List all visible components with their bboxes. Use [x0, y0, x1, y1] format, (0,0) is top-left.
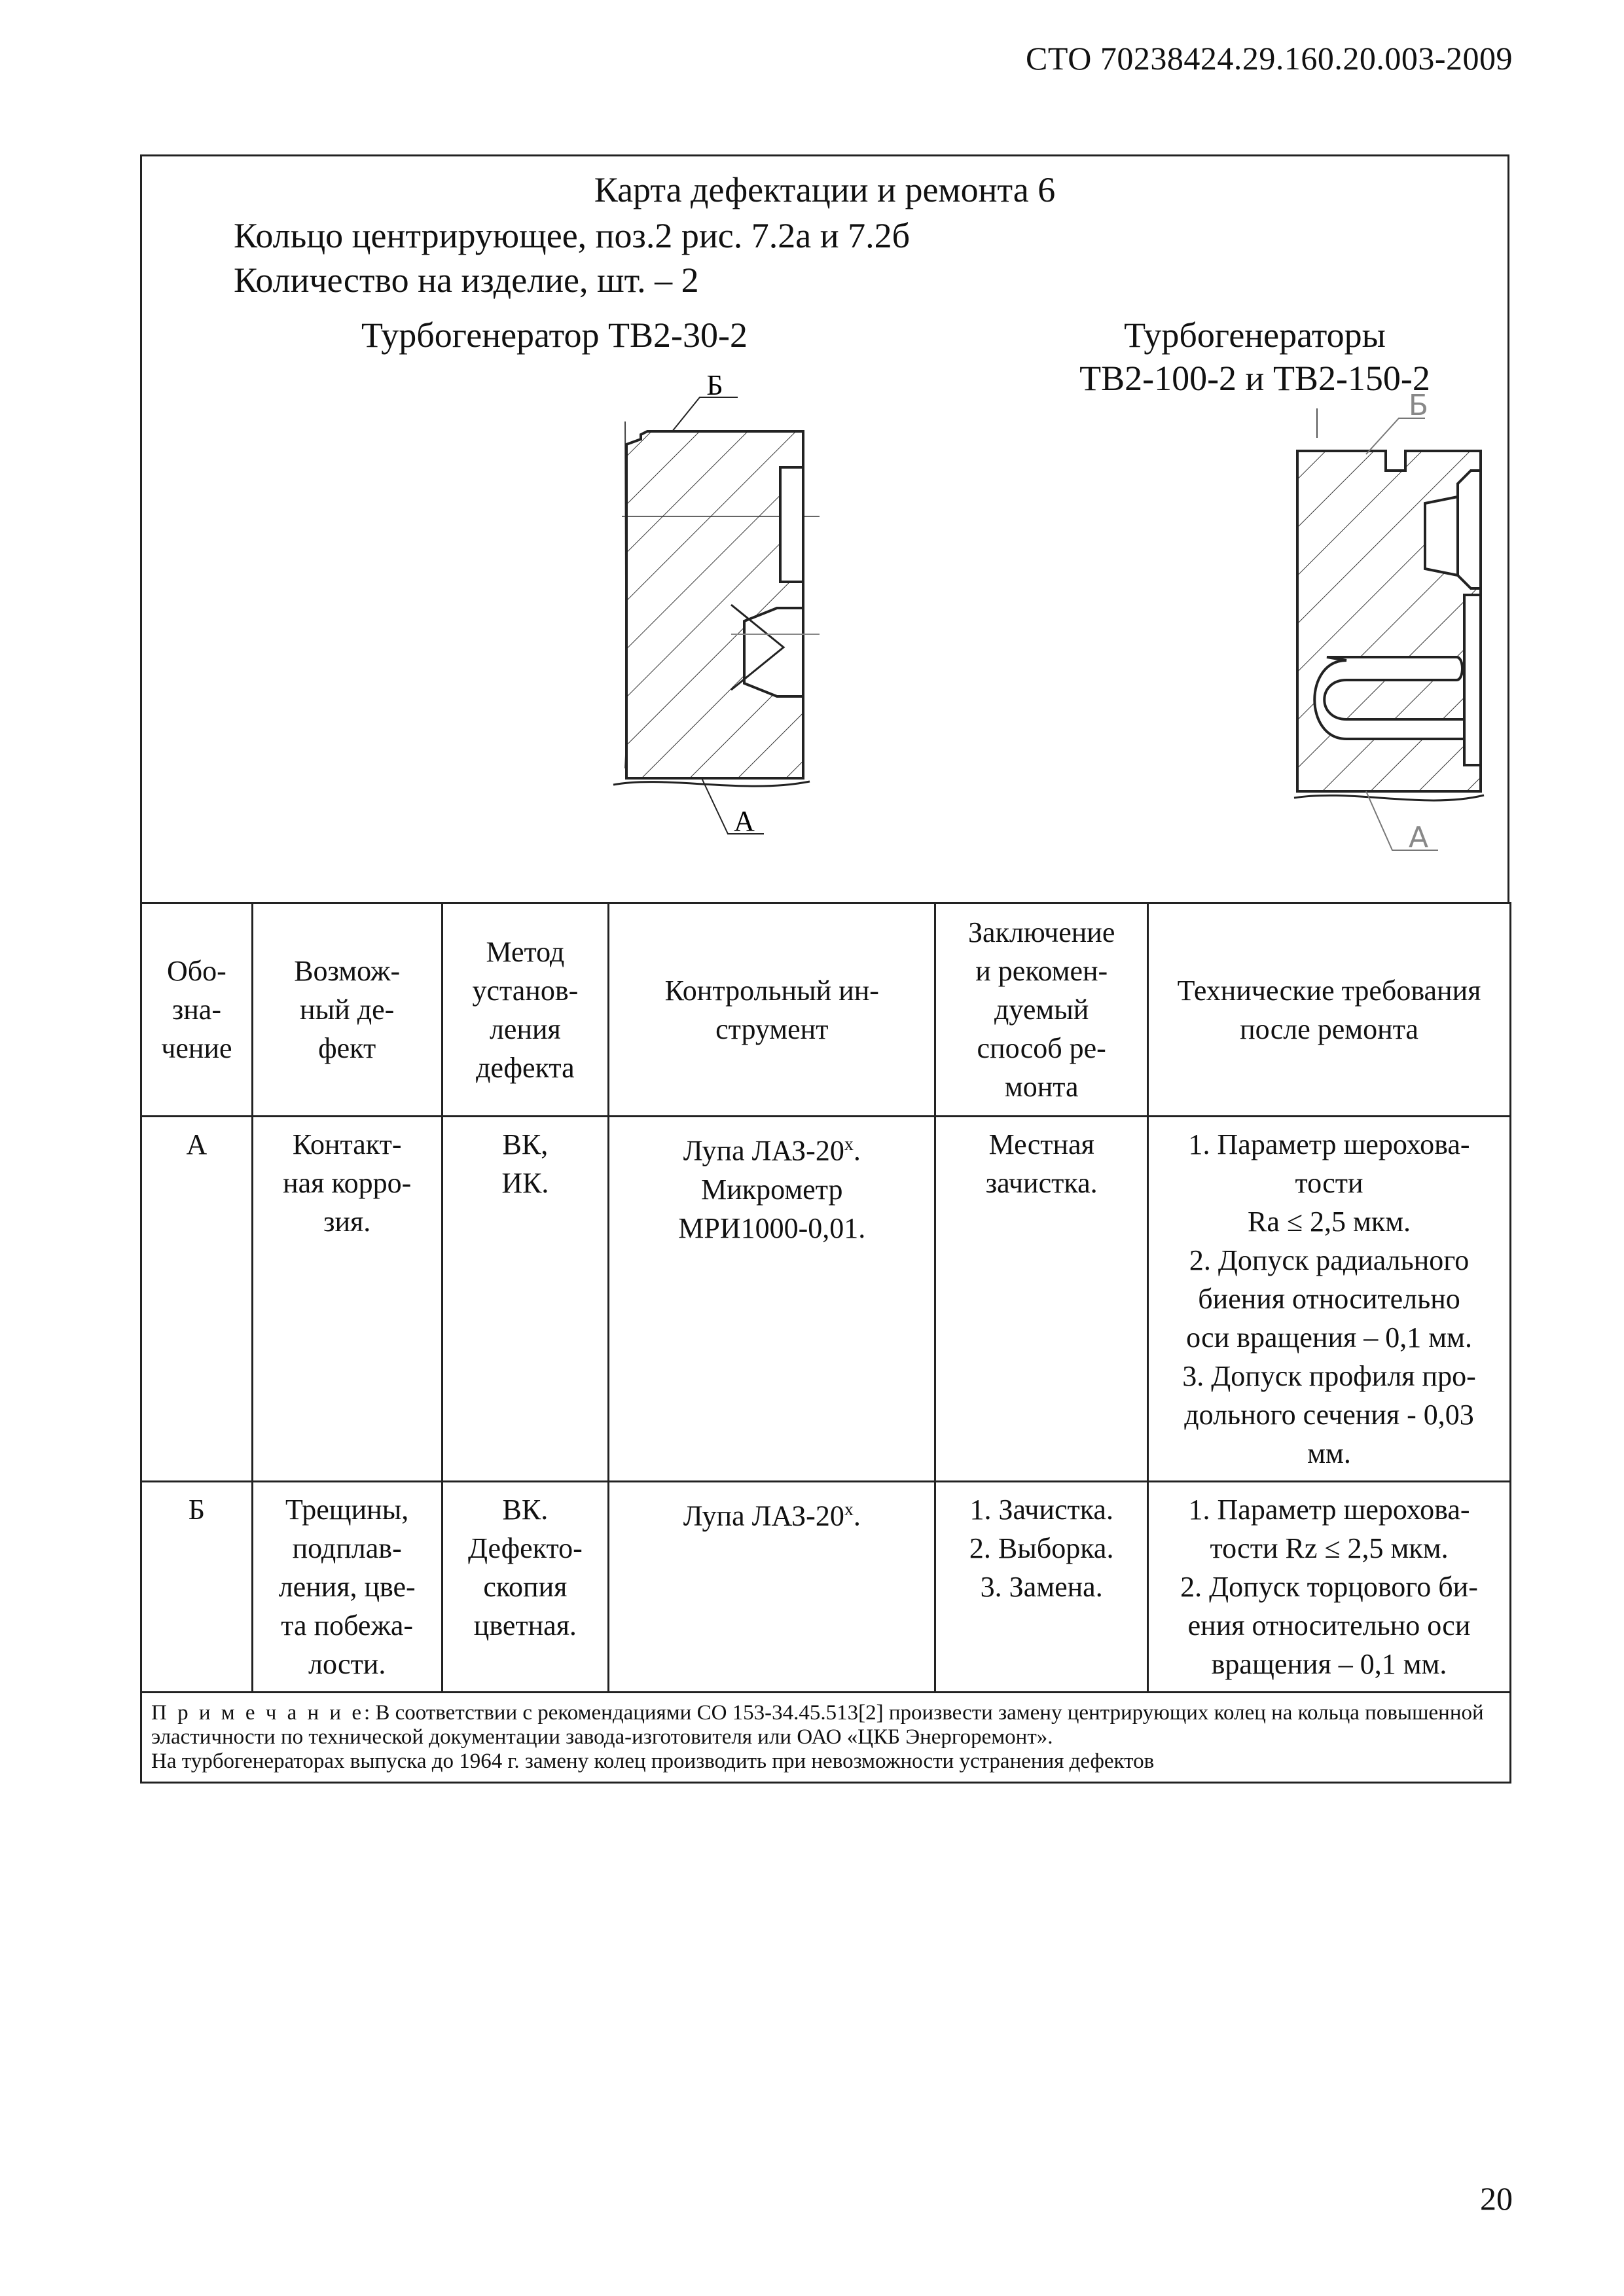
table-header-row: [141, 903, 1511, 1117]
row-b-instrument: Лупа ЛАЗ-$20^х$.: [609, 1482, 935, 1693]
label-a-right: А: [1408, 821, 1429, 854]
elastic-ring-body: [1294, 451, 1484, 800]
note-row: [141, 1693, 1511, 1783]
leader-line-b: [672, 397, 738, 431]
header-designation: Обо- зна- чение: [141, 903, 253, 1117]
page-number: 20: [1480, 2180, 1513, 2217]
part-name-line: Кольцо центрирующее, поз.2 рис. 7.2а и 7.2б: [234, 216, 911, 255]
note-label: П р и м е ч а н и е: [151, 1701, 364, 1725]
defects-table: [140, 902, 1511, 1784]
card-title: Карта дефектации и ремонта 6: [594, 170, 1056, 209]
header-defect: Возмож- ный де- фект: [252, 903, 442, 1117]
right-caption-line-1: Турбогенераторы: [1124, 315, 1386, 355]
right-figure-caption: [1058, 314, 1451, 400]
table-row: [141, 1482, 1511, 1693]
ring-body: [613, 431, 820, 786]
ring-section-drawing-left: [456, 369, 823, 857]
row-a-designation: А: [141, 1117, 253, 1482]
ring-section-drawing-right: [1137, 389, 1543, 883]
header-requirements: Технические требования после ремонта: [1148, 903, 1511, 1117]
note-text-1: : В соответствии с рекомендациями СО 153-34.45.513[2] произвести замену центрирующих колец на кольца повышенной эластичности по технической документации завода-изготовителя или ОАО «ЦКБ Энергоремонт».: [151, 1701, 1484, 1749]
label-a-left: А: [734, 805, 755, 837]
note-cell: [141, 1693, 1511, 1783]
defect-card-frame: [140, 154, 1509, 903]
row-a-instrument: Лупа ЛАЗ-$20^х$. Микрометр МРИ1000-0,01.: [609, 1117, 935, 1482]
row-b-method: ВК. Дефекто- скопия цветная.: [442, 1482, 609, 1693]
row-a-requirements: 1. Параметр шерохова- тости Ra ≤ 2,5 мкм. 2. Допуск радиального биения относительно оси вращения – 0,1 мм. 3. Допуск профиля про- дольного сечения - 0,03 мм.: [1148, 1117, 1511, 1482]
row-a-method: ВК, ИК.: [442, 1117, 609, 1482]
row-b-requirements: 1. Параметр шерохова- тости Rz ≤ 2,5 мкм. 2. Допуск торцового би- ения относительно оси вращения – 0,1 мм.: [1148, 1482, 1511, 1693]
table-row: [141, 1117, 1511, 1482]
leader-line-b-right: [1366, 418, 1425, 454]
row-b-conclusion: 1. Зачистка. 2. Выборка. 3. Замена.: [935, 1482, 1148, 1693]
row-a-conclusion: Местная зачистка.: [935, 1117, 1148, 1482]
right-caption-line-2: ТВ2-100-2 и ТВ2-150-2: [1079, 359, 1430, 398]
row-a-defect: Контакт- ная корро- зия.: [252, 1117, 442, 1482]
left-figure-caption: Турбогенератор ТВ2-30-2: [361, 315, 748, 355]
label-b-left: Б: [706, 369, 723, 401]
header-method: Метод установ- ления дефекта: [442, 903, 609, 1117]
header-conclusion: Заключение и рекомен- дуемый способ ре- монта: [935, 903, 1148, 1117]
row-b-designation: Б: [141, 1482, 253, 1693]
note-text-2: На турбогенераторах выпуска до 1964 г. замену колец производить при невозможности устранения дефектов: [151, 1749, 1155, 1773]
row-b-defect: Трещины, подплав- ления, цве- та побежа- лости.: [252, 1482, 442, 1693]
document-code: СТО 70238424.29.160.20.003-2009: [1026, 40, 1513, 77]
quantity-line: Количество на изделие, шт. – 2: [234, 260, 699, 300]
label-b-right: Б: [1408, 389, 1429, 422]
header-instrument: Контрольный ин- струмент: [609, 903, 935, 1117]
